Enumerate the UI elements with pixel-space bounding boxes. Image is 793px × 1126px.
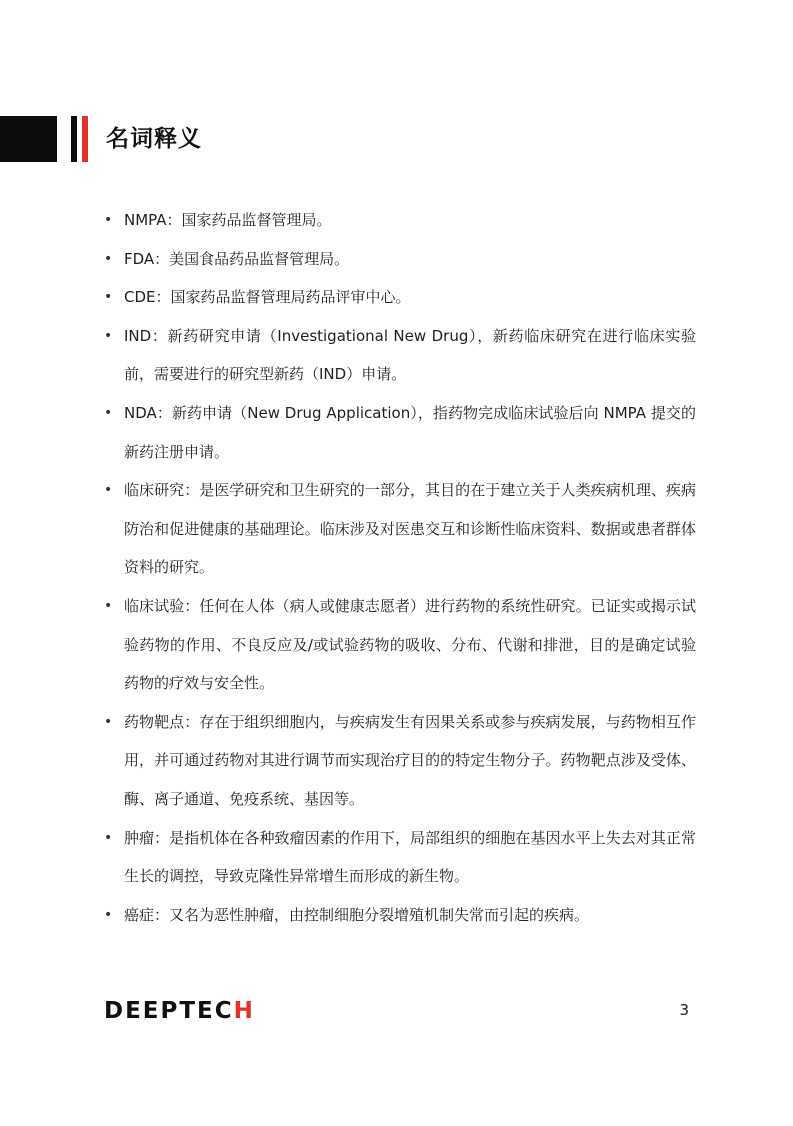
bullet-icon: • — [104, 327, 113, 344]
list-item — [104, 317, 696, 394]
list-item — [104, 394, 696, 471]
glossary-text: 药物靶点：存在于组织细胞内，与疾病发生有因果关系或参与疾病发展，与药物相互作用，并可通过药物对其进行调节而实现治疗目的的特定生物分子。药物靶点涉及受体、酶、离子通道、免疫系统、基因等。 — [124, 712, 696, 808]
list-item — [104, 896, 696, 935]
list-item — [104, 471, 696, 587]
list-item — [104, 201, 696, 240]
glossary-text: 肿瘤：是指机体在各种致瘤因素的作用下，局部组织的细胞在基因水平上失去对其正常生长的调控，导致克隆性异常增生而形成的新生物。 — [124, 828, 696, 886]
bullet-icon: • — [104, 829, 113, 846]
glossary-text: 癌症：又名为恶性肿瘤，由控制细胞分裂增殖机制失常而引起的疾病。 — [124, 905, 590, 924]
title-decor-bar-red — [82, 116, 88, 162]
logo-accent-letter: H — [233, 998, 255, 1024]
list-item — [104, 703, 696, 819]
glossary-list — [104, 201, 696, 934]
bullet-icon: • — [104, 250, 113, 267]
glossary-text: 临床研究：是医学研究和卫生研究的一部分，其目的在于建立关于人类疾病机理、疾病防治和促进健康的基础理论。临床涉及对医患交互和诊断性临床资料、数据或患者群体资料的研究。 — [124, 481, 696, 577]
list-item — [104, 240, 696, 279]
glossary-text: NMPA：国家药品监督管理局。 — [124, 211, 332, 229]
bullet-icon: • — [104, 906, 113, 923]
bullet-icon: • — [104, 713, 113, 730]
page-number: 3 — [679, 1001, 689, 1019]
title-decor-block — [0, 116, 57, 162]
list-item — [104, 819, 696, 896]
glossary-text: CDE：国家药品监督管理局药品评审中心。 — [124, 288, 411, 307]
glossary-text: IND：新药研究申请（Investigational New Drug），新药临床研究在进行临床实验前，需要进行的研究型新药（IND）申请。 — [124, 326, 696, 384]
glossary-text: FDA：美国食品药品监督管理局。 — [124, 249, 350, 268]
list-item — [104, 587, 696, 703]
list-item — [104, 278, 696, 317]
glossary-text: 临床试验：任何在人体（病人或健康志愿者）进行药物的系统性研究。已证实或揭示试验药物的作用、不良反应及/或试验药物的吸收、分布、代谢和排泄，目的是确定试验药物的疗效与安全性。 — [124, 596, 696, 693]
deeptech-logo — [104, 996, 255, 1026]
page-title: 名词释义 — [106, 126, 202, 152]
title-decor-bar-black — [71, 116, 77, 162]
bullet-icon: • — [104, 404, 113, 421]
bullet-icon: • — [104, 482, 113, 499]
bullet-icon: • — [104, 597, 113, 614]
bullet-icon: • — [104, 212, 113, 228]
logo-text: DEEPTEC — [104, 998, 234, 1024]
glossary-text: NDA：新药申请（New Drug Application），指药物完成临床试验后向 NMPA 提交的新药注册申请。 — [124, 403, 696, 461]
bullet-icon: • — [104, 289, 113, 306]
